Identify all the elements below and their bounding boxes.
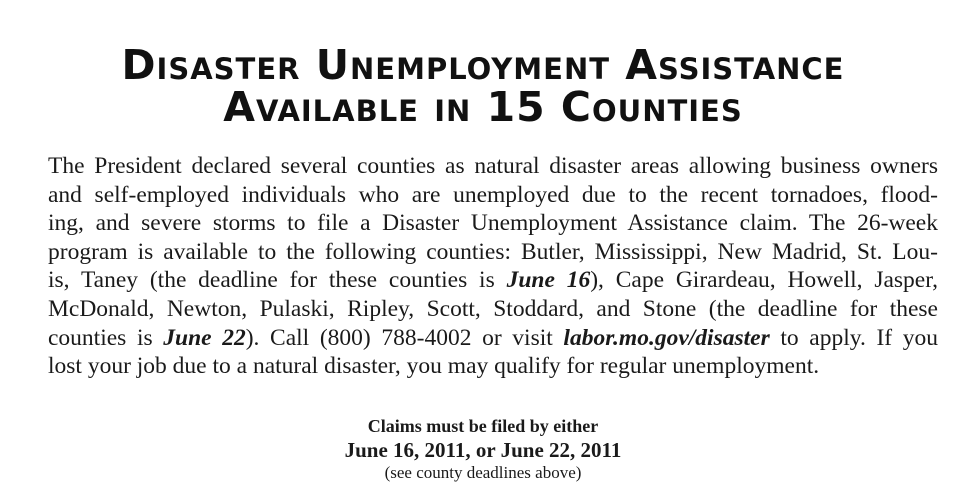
- claims-note: (see county deadlines above): [384, 463, 582, 482]
- body-text-segment: counties is: [48, 324, 164, 351]
- claims-notice: [0, 414, 966, 484]
- body-text-segment: lost your job due to a natural disaster, you may qualify for regular unemployment.: [48, 353, 820, 380]
- body-line-7: [48, 324, 938, 353]
- body-text-segment: to apply. If you: [769, 324, 938, 351]
- body-text-segment: McDonald, Newton, Pulaski, Ripley, Scott, Stoddard, and Stone (the deadline for these: [48, 295, 938, 322]
- body-paragraph: [48, 152, 938, 381]
- headline: [0, 41, 966, 131]
- body-line-4: [48, 238, 938, 267]
- body-line-6: [48, 295, 938, 324]
- deadline-june-16: June 16: [506, 267, 591, 294]
- body-text-segment: ing, and severe storms to file a Disaster Unemployment Assistance claim. The 26-week: [48, 210, 938, 237]
- body-line-2: [48, 181, 938, 210]
- body-text-segment: is, Taney (the deadline for these counties is: [48, 267, 507, 294]
- claims-dates: June 16, 2011, or June 22, 2011: [344, 438, 622, 462]
- website-link[interactable]: labor.mo.gov/disaster: [563, 324, 770, 351]
- body-line-5: [48, 266, 938, 295]
- deadline-june-22: June 22: [163, 324, 246, 351]
- body-line-8: [48, 352, 938, 381]
- body-line-3: [48, 209, 938, 238]
- body-text-segment: ). Call (800) 788-4002 or visit: [245, 324, 564, 351]
- body-text-segment: and self-employed individuals who are unemployed due to the recent tornadoes, flood-: [48, 181, 938, 208]
- claims-heading: Claims must be filed by either: [367, 416, 599, 436]
- headline-line-2: Available in 15 Counties: [223, 83, 743, 131]
- body-text-segment: The President declared several counties as natural disaster areas allowing business owners: [48, 153, 938, 179]
- body-line-1: [48, 152, 938, 181]
- body-text-segment: ), Cape Girardeau, Howell, Jasper,: [590, 267, 938, 294]
- body-text-segment: program is available to the following counties: Butler, Mississippi, New Madrid, St. Lou-: [48, 238, 938, 265]
- headline-line-1: Disaster Unemployment Assistance: [121, 41, 845, 89]
